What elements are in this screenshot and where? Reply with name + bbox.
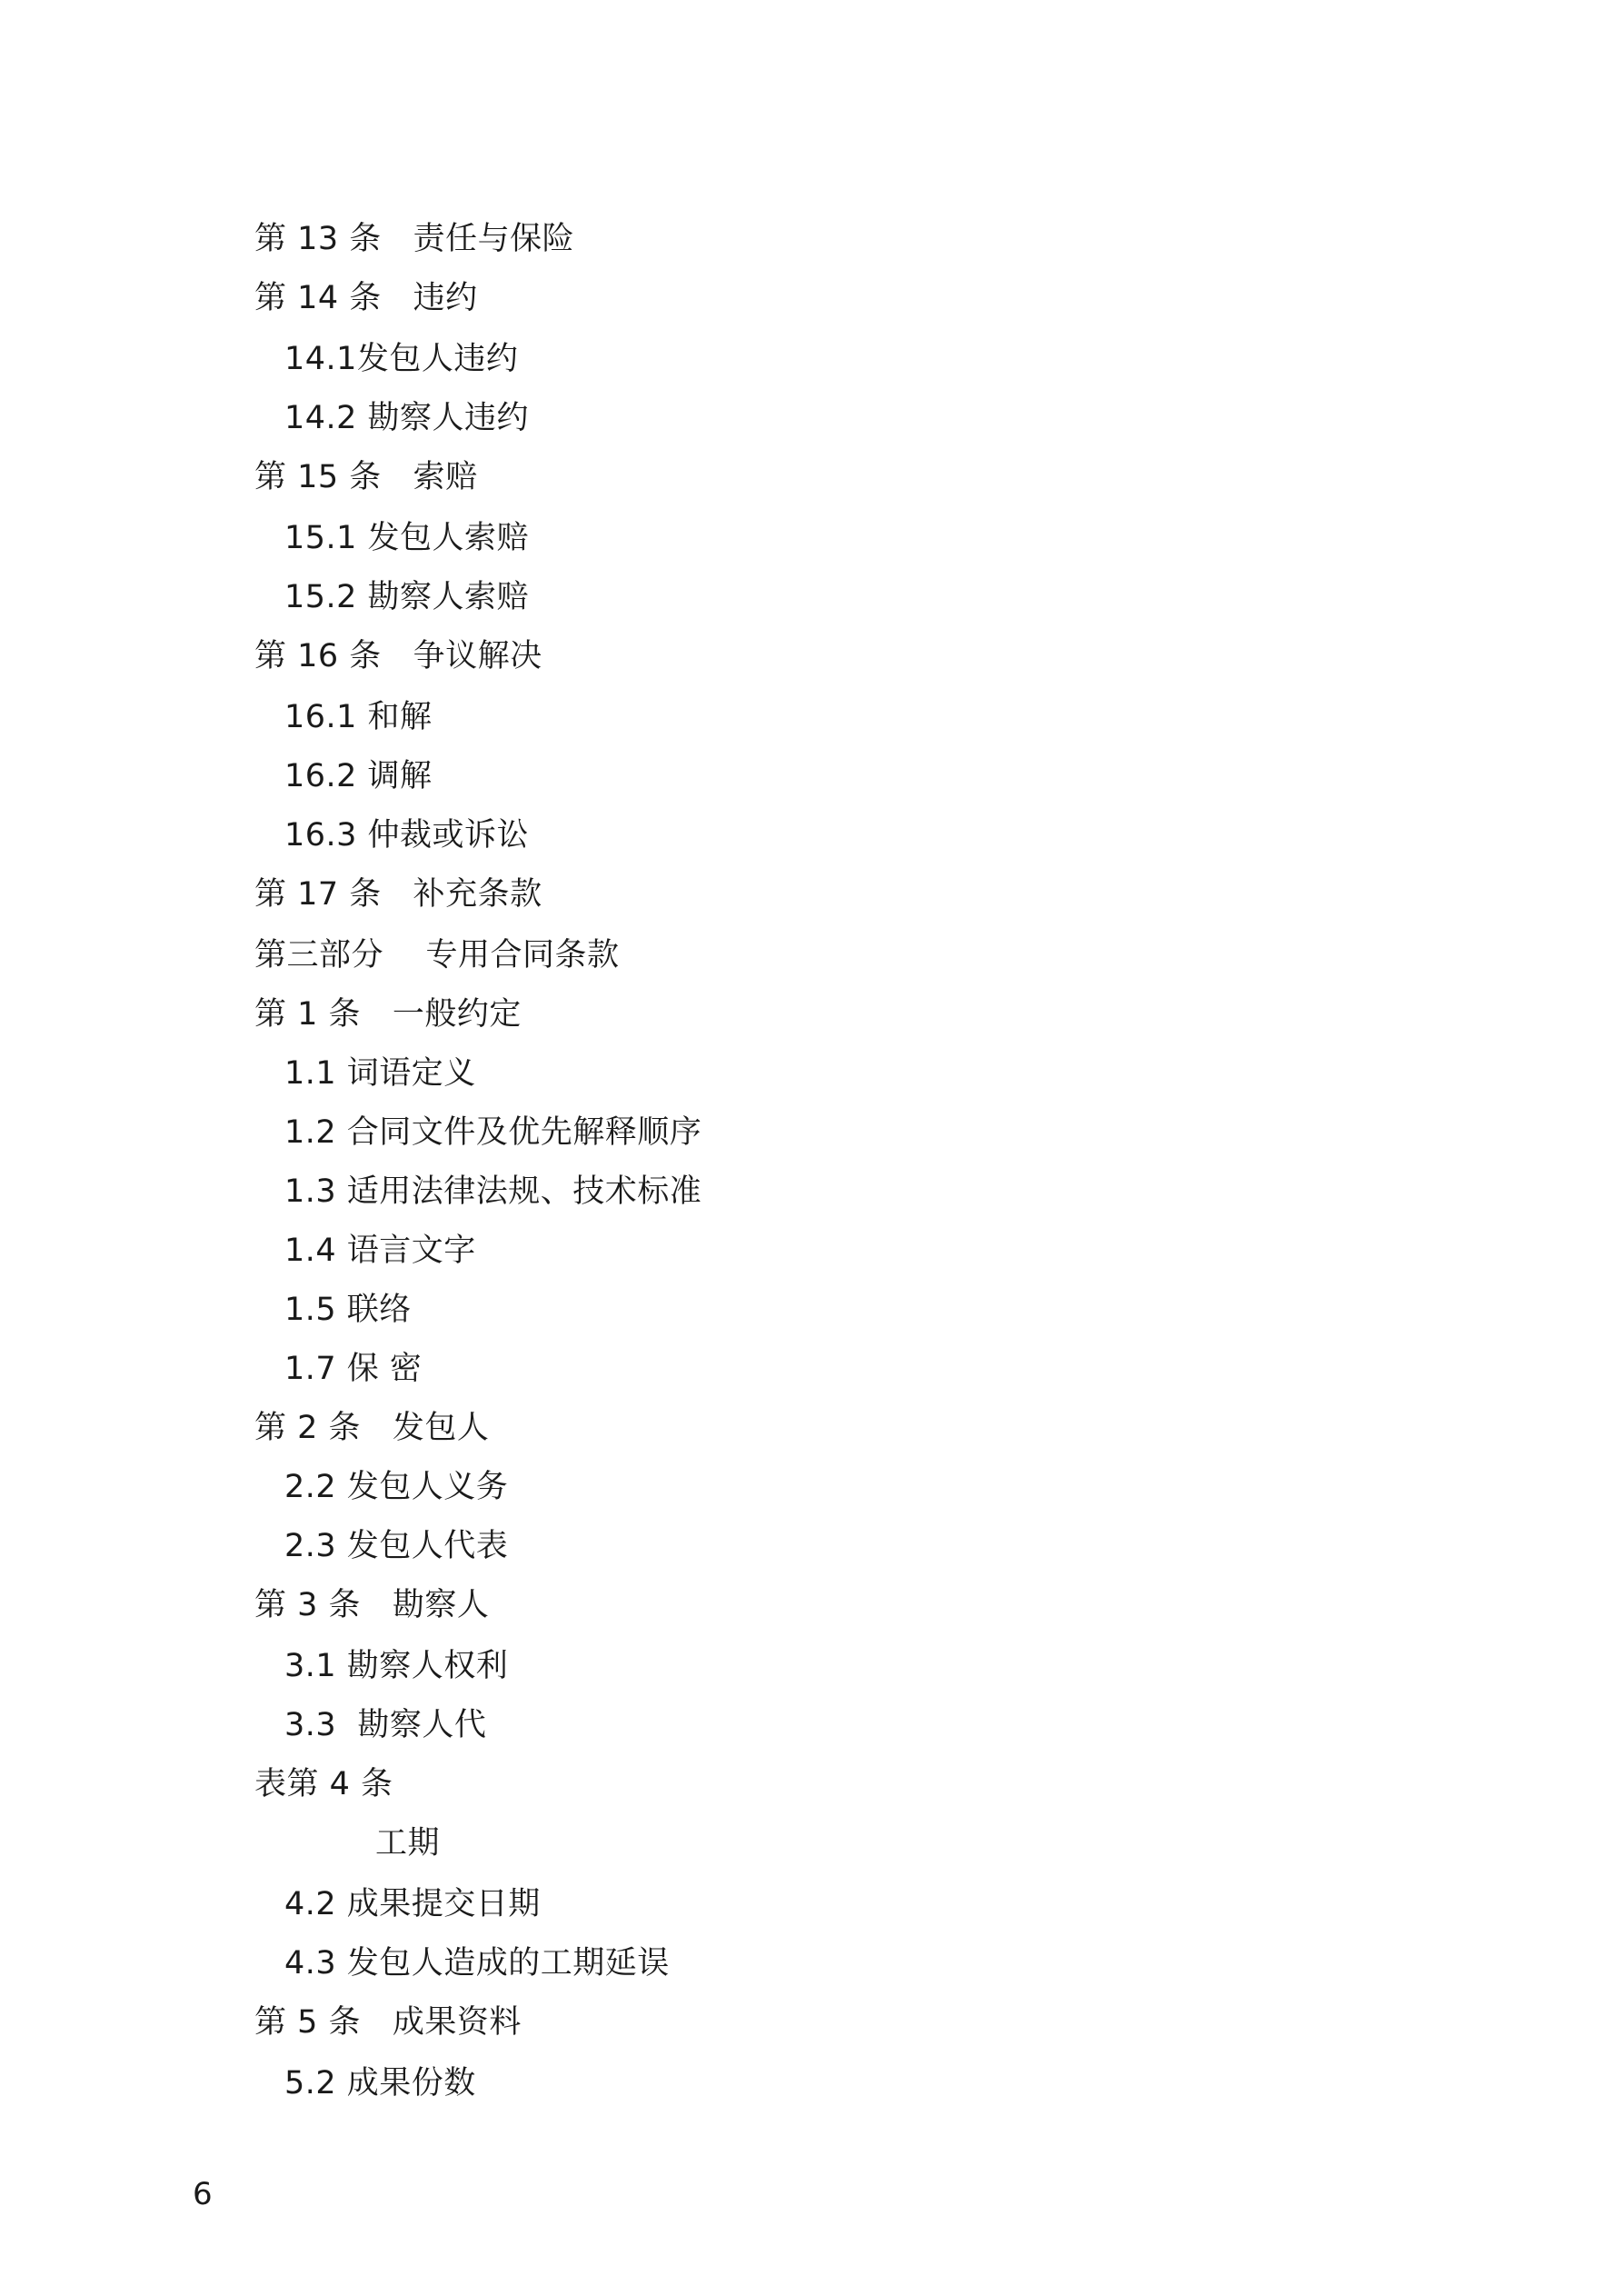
toc-subentry: 4.2 成果提交日期 <box>284 1886 541 1922</box>
toc-entry-continuation: 工期 <box>375 1825 441 1862</box>
toc-subentry: 14.1发包人违约 <box>284 341 519 377</box>
toc-subentry: 5.2 成果份数 <box>284 2065 476 2101</box>
toc-subentry: 16.2 调解 <box>284 758 433 794</box>
toc-entry: 第 16 条 争议解决 <box>254 638 542 674</box>
toc-subentry: 3.1 勘察人权利 <box>284 1648 509 1684</box>
toc-entry: 第 1 条 一般约定 <box>254 996 522 1033</box>
toc-subentry: 4.3 发包人造成的工期延误 <box>284 1945 670 1982</box>
toc-subentry: 16.1 和解 <box>284 699 433 735</box>
toc-subentry: 16.3 仲裁或诉讼 <box>284 817 530 854</box>
toc-entry: 第 13 条 责任与保险 <box>254 221 575 257</box>
toc-subentry: 1.4 语言文字 <box>284 1233 476 1269</box>
toc-subentry: 15.1 发包人索赔 <box>284 520 530 556</box>
toc-entry: 第 15 条 索赔 <box>254 459 478 495</box>
toc-entry: 第 3 条 勘察人 <box>254 1587 490 1623</box>
toc-subentry: 1.2 合同文件及优先解释顺序 <box>284 1114 702 1151</box>
toc-entry: 表第 4 条 <box>254 1766 393 1802</box>
toc-subentry: 2.3 发包人代表 <box>284 1528 509 1564</box>
toc-entry: 第 14 条 违约 <box>254 280 478 316</box>
toc-part-heading: 第三部分 专用合同条款 <box>254 937 620 973</box>
toc-subentry: 14.2 勘察人违约 <box>284 400 530 436</box>
page-number: 6 <box>193 2176 213 2212</box>
toc-subentry: 15.2 勘察人索赔 <box>284 579 530 615</box>
toc-subentry: 1.3 适用法律法规、技术标准 <box>284 1173 702 1210</box>
toc-entry: 第 17 条 补充条款 <box>254 876 542 913</box>
toc-subentry: 1.1 词语定义 <box>284 1055 476 1092</box>
toc-subentry: 1.5 联络 <box>284 1292 412 1328</box>
toc-entry: 第 5 条 成果资料 <box>254 2004 522 2041</box>
toc-subentry: 2.2 发包人义务 <box>284 1469 509 1505</box>
toc-entry: 第 2 条 发包人 <box>254 1410 490 1446</box>
toc-subentry: 3.3 勘察人代 <box>284 1707 487 1743</box>
toc-subentry: 1.7 保 密 <box>284 1351 423 1387</box>
